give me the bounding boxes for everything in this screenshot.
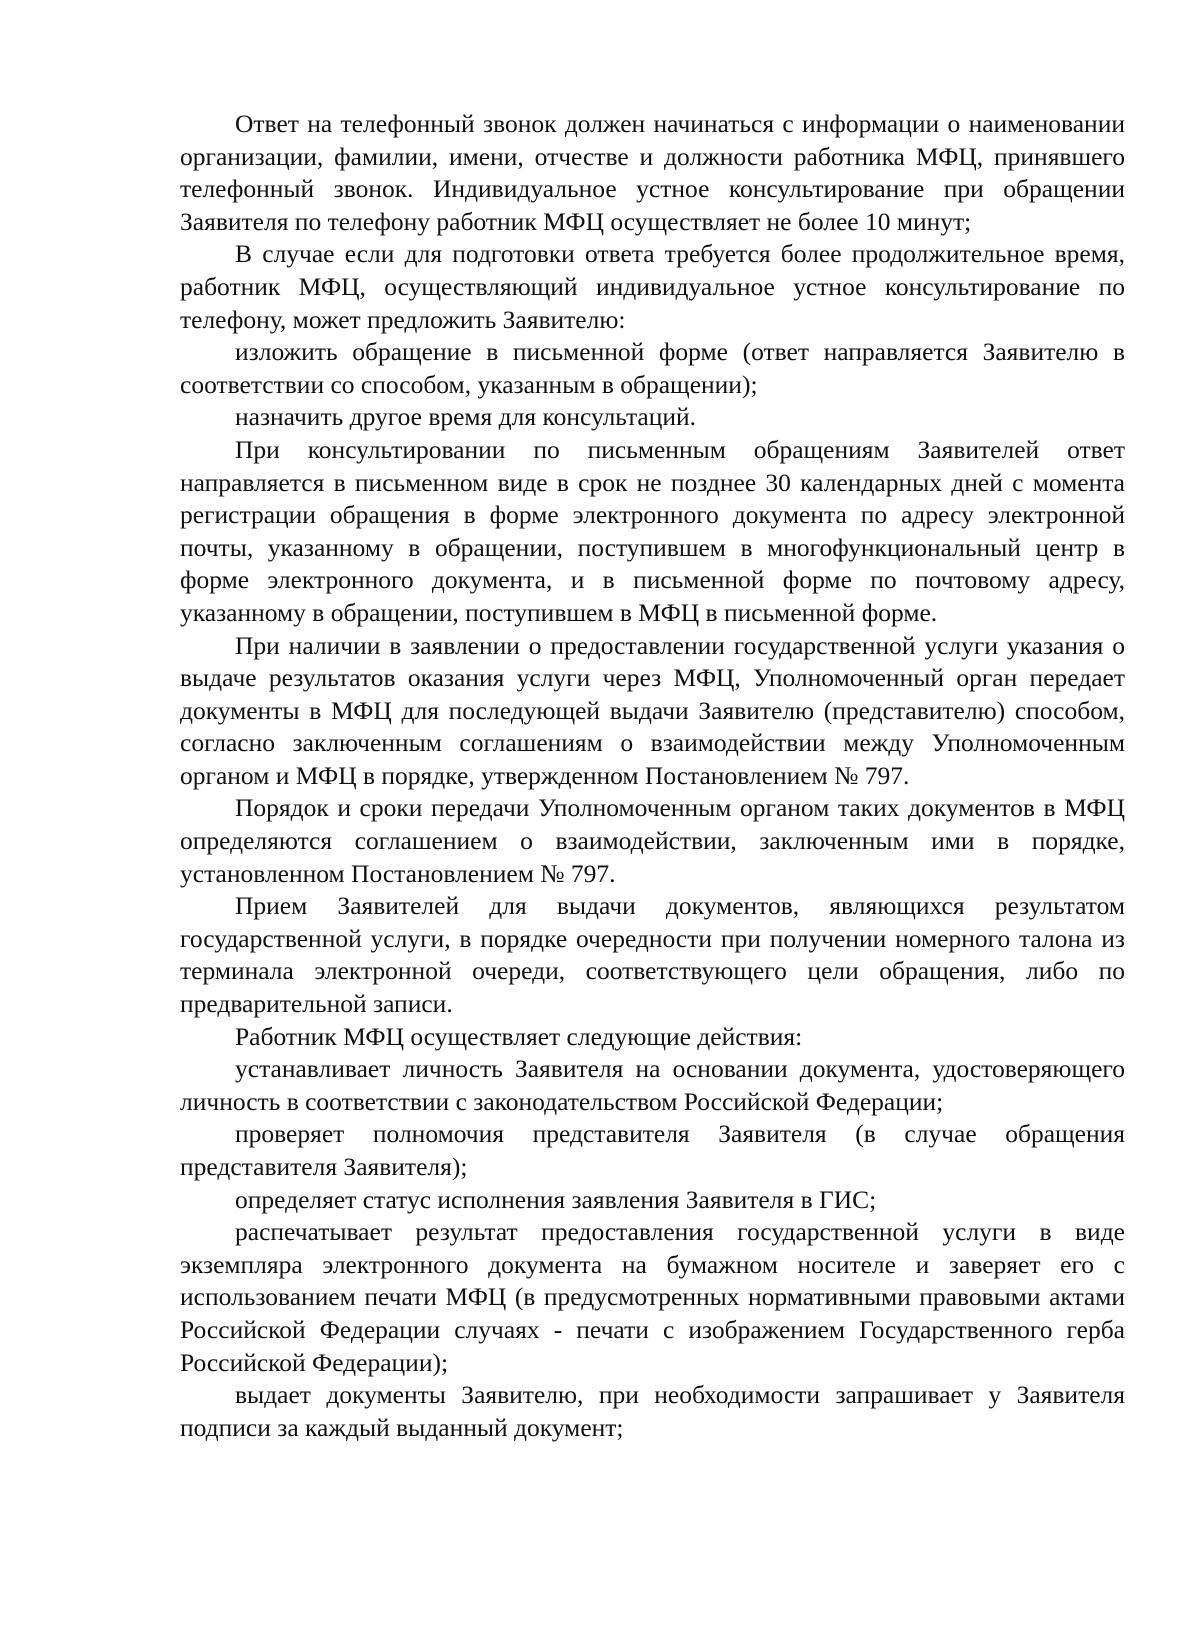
paragraph: назначить другое время для консультаций. bbox=[235, 402, 697, 432]
paragraph: Ответ на телефонный звонок должен начинаться с информации о наименовании организации, фамилии, имени, отчестве и должности работника МФЦ, принявшего телефонный звонок. Индивидуальное устное консультирование при обращении Заявителя по телефону работник МФЦ осуществляет не более 10 минут; bbox=[180, 109, 1125, 236]
paragraph: При наличии в заявлении о предоставлении государственной услуги указания о выдаче результатов оказания услуги через МФЦ, Уполномоченный орган передает документы в МФЦ для последующей выдачи Заявителю (представителю) способом, согласно заключенным соглашениям о взаимодействии между Уполномоченным органом и МФЦ в порядке, утвержденном Постановлением № 797. bbox=[180, 630, 1125, 790]
paragraph: определяет статус исполнения заявления Заявителя в ГИС; bbox=[235, 1184, 877, 1214]
paragraph: устанавливает личность Заявителя на основании документа, удостоверяющего личность в соответствии с законодательством Российской Федерации; bbox=[180, 1054, 1125, 1116]
paragraph: проверяет полномочия представителя Заявителя (в случае обращения представителя Заявителя); bbox=[180, 1119, 1125, 1181]
paragraph: При консультировании по письменным обращениям Заявителей ответ направляется в письменном виде в срок не позднее 30 календарных дней с момента регистрации обращения в форме электронного документа по адресу электронной почты, указанному в обращении, поступившем в многофункциональный центр в форме электронного документа, и в письменной форме по почтовому адресу, указанному в обращении, поступившем в МФЦ в письменной форме. bbox=[180, 434, 1125, 627]
paragraph: распечатывает результат предоставления государственной услуги в виде экземпляра электронного документа на бумажном носителе и заверяет его с использованием печати МФЦ (в предусмотренных нормативными правовыми актами Российской Федерации случаях - печати с изображением Государственного герба Российской Федерации); bbox=[180, 1217, 1125, 1377]
paragraph: Порядок и сроки передачи Уполномоченным органом таких документов в МФЦ определяются соглашением о взаимодействии, заключенным ими в порядке, установленном Постановлением № 797. bbox=[180, 793, 1125, 888]
paragraph: Работник МФЦ осуществляет следующие действия: bbox=[235, 1021, 803, 1051]
paragraph: выдает документы Заявителю, при необходимости запрашивает у Заявителя подписи за каждый выданный документ; bbox=[180, 1380, 1125, 1442]
document-body bbox=[180, 108, 1125, 1444]
paragraph: В случае если для подготовки ответа требуется более продолжительное время, работник МФЦ, осуществляющий индивидуальное устное консультирование по телефону, может предложить Заявителю: bbox=[180, 239, 1125, 334]
paragraph: изложить обращение в письменной форме (ответ направляется Заявителю в соответствии со способом, указанным в обращении); bbox=[180, 337, 1125, 399]
paragraph: Прием Заявителей для выдачи документов, являющихся результатом государственной услуги, в порядке очередности при получении номерного талона из терминала электронной очереди, соответствующего цели обращения, либо по предварительной записи. bbox=[180, 891, 1125, 1019]
